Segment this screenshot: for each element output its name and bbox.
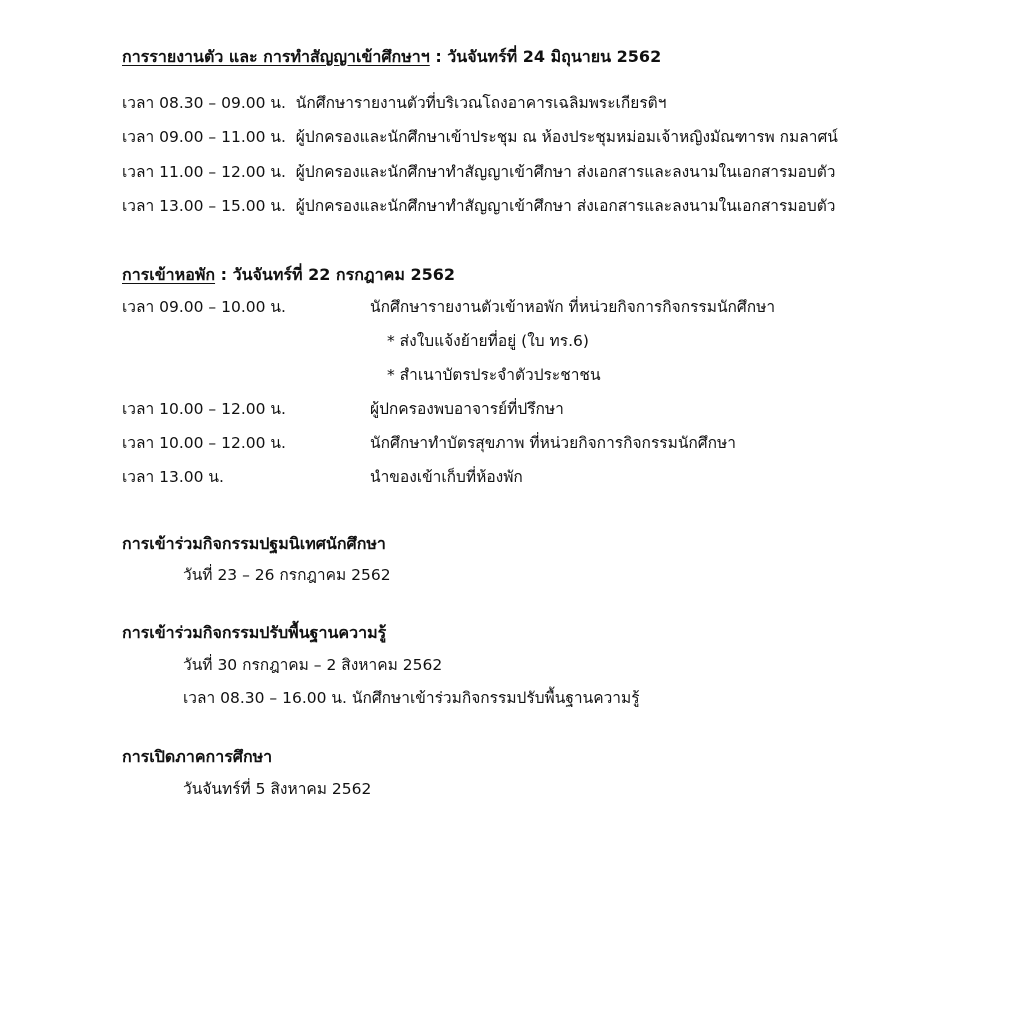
section2-bullet-text: * ส่งใบแจ้งย้ายที่อยู่ (ใบ ทร.6) [387, 332, 589, 350]
section2-date: วันจันทร์ที่ 22 กรกฎาคม 2562 [232, 265, 455, 284]
section2-heading [122, 264, 455, 286]
row-text: นักศึกษารายงานตัวที่บริเวณโถงอาคารเฉลิมพระเกียรติฯ [295, 94, 667, 112]
section1-row [122, 161, 835, 183]
section3-date: วันที่ 23 – 26 กรกฎาคม 2562 [183, 566, 391, 584]
section2-row-time: เวลา 09.00 – 10.00 น. [122, 298, 286, 316]
section1-date: วันจันทร์ที่ 24 มิถุนายน 2562 [447, 47, 662, 66]
section1-title: การรายงานตัว และ การทำสัญญาเข้าศึกษาฯ [122, 47, 430, 66]
section1-row [122, 195, 835, 217]
row-time: เวลา 13.00 – 15.00 น. [122, 197, 286, 215]
section1-row [122, 92, 666, 114]
section5-title: การเปิดภาคการศึกษา [122, 747, 273, 766]
section2-bullet-text: * สำเนาบัตรประจำตัวประชาชน [387, 366, 601, 384]
section3-title: การเข้าร่วมกิจกรรมปฐมนิเทศนักศึกษา [122, 534, 386, 553]
row-time: เวลา 11.00 – 12.00 น. [122, 163, 286, 181]
section2-row-text: นักศึกษาทำบัตรสุขภาพ ที่หน่วยกิจการกิจกรรมนักศึกษา [370, 434, 736, 452]
section5-date: วันจันทร์ที่ 5 สิงหาคม 2562 [183, 780, 372, 798]
section4-time: เวลา 08.30 – 16.00 น. นักศึกษาเข้าร่วมกิจกรรมปรับพื้นฐานความรู้ [183, 689, 640, 707]
row-text: ผู้ปกครองและนักศึกษาทำสัญญาเข้าศึกษา ส่งเอกสารและลงนามในเอกสารมอบตัว [295, 163, 836, 181]
section4-date: วันที่ 30 กรกฎาคม – 2 สิงหาคม 2562 [183, 656, 443, 674]
section2-row-text: นำของเข้าเก็บที่ห้องพัก [370, 468, 523, 486]
section2-row-time: เวลา 10.00 – 12.00 น. [122, 400, 286, 418]
section1-row [122, 126, 838, 148]
section4-title: การเข้าร่วมกิจกรรมปรับพื้นฐานความรู้ [122, 623, 387, 642]
section2-row-text: ผู้ปกครองพบอาจารย์ที่ปรึกษา [370, 400, 564, 418]
section1-separator: : [429, 47, 448, 66]
row-time: เวลา 09.00 – 11.00 น. [122, 128, 286, 146]
row-text: ผู้ปกครองและนักศึกษาทำสัญญาเข้าศึกษา ส่งเอกสารและลงนามในเอกสารมอบตัว [295, 197, 836, 215]
section2-row-time: เวลา 13.00 น. [122, 468, 224, 486]
section2-row-text: นักศึกษารายงานตัวเข้าหอพัก ที่หน่วยกิจการกิจกรรมนักศึกษา [370, 298, 776, 316]
section1-heading [122, 46, 661, 68]
section2-row-time: เวลา 10.00 – 12.00 น. [122, 434, 286, 452]
row-time: เวลา 08.30 – 09.00 น. [122, 94, 286, 112]
section2-separator: : [215, 265, 233, 284]
row-text: ผู้ปกครองและนักศึกษาเข้าประชุม ณ ห้องประชุมหม่อมเจ้าหญิงมัณฑารพ กมลาศน์ [295, 128, 838, 146]
section2-title: การเข้าหอพัก [122, 265, 216, 284]
